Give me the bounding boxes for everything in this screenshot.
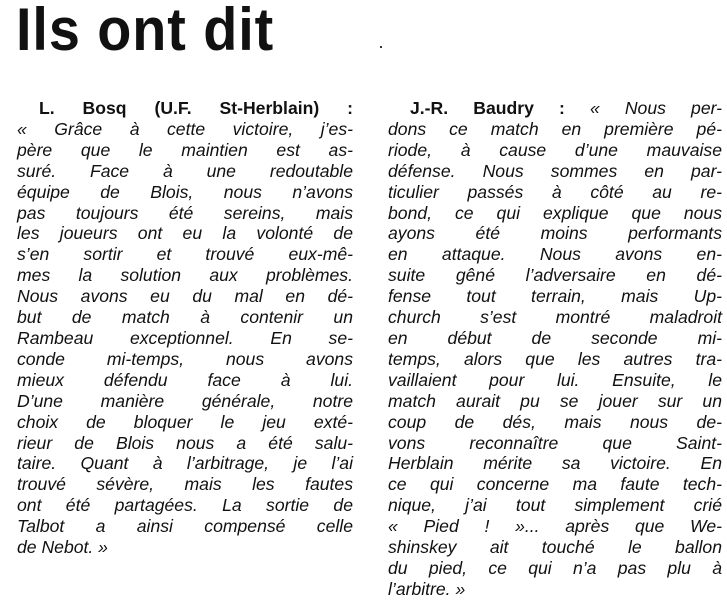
text-line: choix de bloquer le jeu exté- bbox=[17, 411, 353, 432]
text-line: suite gêné l’adversaire en dé- bbox=[388, 265, 722, 286]
left-column-body bbox=[17, 119, 353, 558]
speaker-name: L. Bosq (U.F. St-Herblain) : bbox=[39, 98, 353, 118]
text-line: fense tout terrain, mais Up- bbox=[388, 286, 722, 307]
text-line: dons ce match en première pé- bbox=[388, 118, 722, 139]
text-line: vons reconnaître que Saint- bbox=[388, 432, 722, 453]
text-line: de Nebot. » bbox=[17, 537, 108, 558]
text-line: shinskey ait touché le ballon bbox=[388, 537, 722, 558]
text-line: mieux défendu face à lui. bbox=[17, 369, 353, 390]
text-line: mes la solution aux problèmes. bbox=[17, 265, 353, 286]
text-line: Rambeau exceptionnel. En se- bbox=[17, 327, 353, 348]
text-line: D’une manière générale, notre bbox=[17, 390, 353, 411]
right-column-quote bbox=[388, 98, 722, 600]
speaker-line bbox=[388, 98, 722, 119]
text-line: l’arbitre. » bbox=[388, 578, 466, 599]
text-line: vaillaient pour lui. Ensuite, le bbox=[388, 369, 722, 390]
speaker-line bbox=[17, 98, 353, 119]
text-line: père que le maintien est as- bbox=[17, 139, 353, 160]
text-line: ce qui concerne ma faute tech- bbox=[388, 474, 722, 495]
text-line: du pied, ce qui n’a pas plu à bbox=[388, 557, 722, 578]
text-line: riode, à cause d’une mauvaise bbox=[388, 139, 722, 160]
text-line: taire. Quant à l’arbitrage, je l’ai bbox=[17, 453, 353, 474]
text-line: ont été partagées. La sortie de bbox=[17, 495, 353, 516]
text-line: rieur de Blois nous a été salu- bbox=[17, 432, 353, 453]
text-line: trouvé sévère, mais les fautes bbox=[17, 474, 353, 495]
text-line: « Grâce à cette victoire, j’es- bbox=[17, 118, 353, 139]
speaker-name: J.-R. Baudry : bbox=[410, 98, 565, 118]
quote-opening: « Nous per- bbox=[589, 98, 722, 118]
text-line: défense. Nous sommes en par- bbox=[388, 160, 722, 181]
text-line: ayons été moins performants bbox=[388, 223, 722, 244]
headline: Ils ont dit bbox=[16, 0, 275, 63]
text-line: church s’est montré maladroit bbox=[388, 307, 722, 328]
text-line: bond, ce qui explique que nous bbox=[388, 202, 722, 223]
text-line: s’en sortir et trouvé eux-mê- bbox=[17, 244, 353, 265]
text-line: temps, alors que les autres tra- bbox=[388, 348, 722, 369]
text-line: Herblain mérite sa victoire. En bbox=[388, 453, 722, 474]
stray-dot-mark bbox=[380, 46, 382, 48]
text-line: en attaque. Nous avons en- bbox=[388, 244, 722, 265]
text-line: but de match à contenir un bbox=[17, 307, 353, 328]
right-column-body bbox=[388, 119, 722, 600]
text-line: équipe de Blois, nous n’avons bbox=[17, 181, 353, 202]
text-line: pas toujours été sereins, mais bbox=[17, 202, 353, 223]
text-line: match aurait pu se jouer sur un bbox=[388, 390, 722, 411]
text-line: nique, j’ai tout simplement crié bbox=[388, 495, 722, 516]
text-line: conde mi-temps, nous avons bbox=[17, 348, 353, 369]
text-line: Nous avons eu du mal en dé- bbox=[17, 286, 353, 307]
text-line: coup de dés, mais nous de- bbox=[388, 411, 722, 432]
text-line: « Pied ! »... après que We- bbox=[388, 516, 722, 537]
text-line: Talbot a ainsi compensé celle bbox=[17, 516, 353, 537]
text-line: suré. Face à une redoutable bbox=[17, 160, 353, 181]
text-line: les joueurs ont eu la volonté de bbox=[17, 223, 353, 244]
text-line: en début de seconde mi- bbox=[388, 327, 722, 348]
text-line: ticulier passés à côté au re- bbox=[388, 181, 722, 202]
left-column-quote bbox=[17, 98, 353, 558]
